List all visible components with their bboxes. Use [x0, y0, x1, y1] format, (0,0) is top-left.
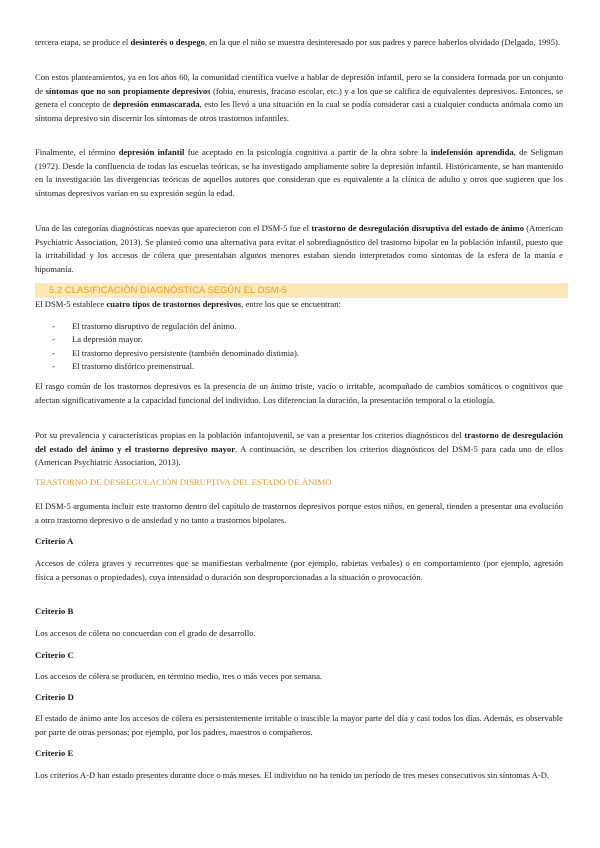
list-item: - La depresión mayor.: [35, 333, 563, 346]
list-bullet: -: [52, 347, 55, 358]
criterion-d-text: El estado de ánimo ante los accesos de cólera es persistentemente irritable o irascible la mayor parte del día y casi todos los días. Además, es observable por parte de otras personas; por ejemplo, por los padres, maestros o compañeros.: [35, 713, 563, 737]
list-item: - El trastorno disfórico premenstrual.: [35, 360, 563, 373]
criterion-b-text: Los accesos de cólera no concuerdan con el grado de desarrollo.: [35, 628, 256, 638]
list-bullet: -: [52, 360, 55, 371]
list-item: - El trastorno disruptivo de regulación del ánimo.: [35, 320, 563, 333]
paragraph-depresion-infantil: Finalmente, el término depresión infantil fue aceptado en la psicología cognitiva a partir de la obra sobre la indefensión aprendida, de Seligman (1972). Desde la confluencia de todas las escuelas teóricas, se ha investigado ampliamente sobre la depresión infantil. Históricamente, se han mantenido en la investigación las divergencias teóricas de aquellos autores que consideran que es equivalente a la clínica de adulto y otros que sugieren que los síntomas depresivos varían en su expresión según la edad.: [35, 147, 564, 198]
disorders-list: [35, 320, 563, 373]
list-bullet: -: [52, 321, 55, 331]
section-heading: 5.2 CLASIFICACIÓN DIAGNÓSTICA SEGÚN EL DSM-5: [35, 283, 568, 298]
paragraph-dsm5-categorias: Una de las categorías diagnósticas nuevas que aparecieron con el DSM-5 fue el trastorno de desregulación disruptiva del estado de ánimo (American Psychiatric Association, 2013). Se planteó como una alternativa para evitar el sobrediagnóstico del trastorno bipolar en la población infantil, puesto que la irritabilidad y los accesos de cólera que presentaban algunos menores estaban siendo interpretados como síntomas de la esfera de la manía e hipomanía.: [35, 223, 563, 274]
criterion-b-title: Criterio B: [35, 606, 74, 616]
list-item: - El trastorno depresivo persistente (también denominado distimia).: [35, 347, 563, 360]
paragraph-despego: tercera etapa, se produce el desinterés o despego, en la que el niño se muestra desinteresado por sus padres y parece haberlos olvidado (Delgado, 1995).: [35, 37, 561, 47]
criterion-a-title: Criterio A: [35, 536, 74, 546]
paragraph-prevalencia: Por su prevalencia y características propias en la población infantojuvenil, se van a presentar los criterios diagnósticos del trastorno de desregulación del estado del ánimo y el trastorno depresivo mayor. A continuación, se describen los criterios diagnósticos del DSM-5 para cada uno de ellos (American Psychiatric Association, 2013).: [35, 430, 563, 468]
list-bullet: -: [52, 334, 55, 345]
sub-heading: TRASTORNO DE DESREGULACIÓN DISRUPTIVA DEL ESTADO DE ÁNIMO: [35, 477, 332, 487]
paragraph-rasgo-comun: El rasgo común de los trastornos depresivos es la presencia de un ánimo triste, vacío o irritable, acompañado de cambios somáticos o cognitivos que afectan significativamente a la capacidad funcional del individuo. Los diferencian la duración, la presentación temporal o la etiología.: [35, 381, 563, 405]
criterion-a-text: Accesos de cólera graves y recurrentes que se manifiestan verbalmente (por ejemplo, rabietas verbales) o en comportamiento (por ejemplo, agresión física a personas o propiedades), cuya intensidad o duración son desproporcionadas a la situación o provocación.: [35, 558, 563, 582]
paragraph-depresion-enmascarada: Con estos planteamientos, ya en los años 60, la comunidad científica vuelve a hablar de depresión infantil, pero se la considera formada por un conjunto de síntomas que no son propiamente depresivos (fobia, enuresis, fracaso escolar, etc.) y a los que se califica de equivalentes depresivos. Entonces, se genera el concepto de depresión enmascarada, esto les llevó a una situación en la cual se podía considerar casi a cualquier conducta anómala como un síntoma depresivo sin discernir los síntomas de otros trastornos infantiles.: [35, 72, 564, 123]
criterion-d-title: Criterio D: [35, 692, 74, 702]
criterion-c-title: Criterio C: [35, 650, 74, 660]
paragraph-cuatro-tipos: El DSM-5 establece cuatro tipos de trastornos depresivos, entre los que se encuentran:: [35, 299, 341, 309]
criterion-e-title: Criterio E: [35, 748, 74, 758]
paragraph-dsm5-argumenta: El DSM-5 argumenta incluir este trastorno dentro del capítulo de trastornos depresivos porque estos niños, en general, tienden a presentar una evolución a otro trastorno depresivo o de ansiedad y no tanto a trastornos bipolares.: [35, 501, 563, 525]
criterion-c-text: Los accesos de cólera se producen, en término medio, tres o más veces por semana.: [35, 671, 323, 681]
criterion-e-text: Los criterios A-D han estado presentes durante doce o más meses. El individuo no ha tenido un período de tres meses consecutivos sin síntomas A-D.: [35, 770, 550, 780]
